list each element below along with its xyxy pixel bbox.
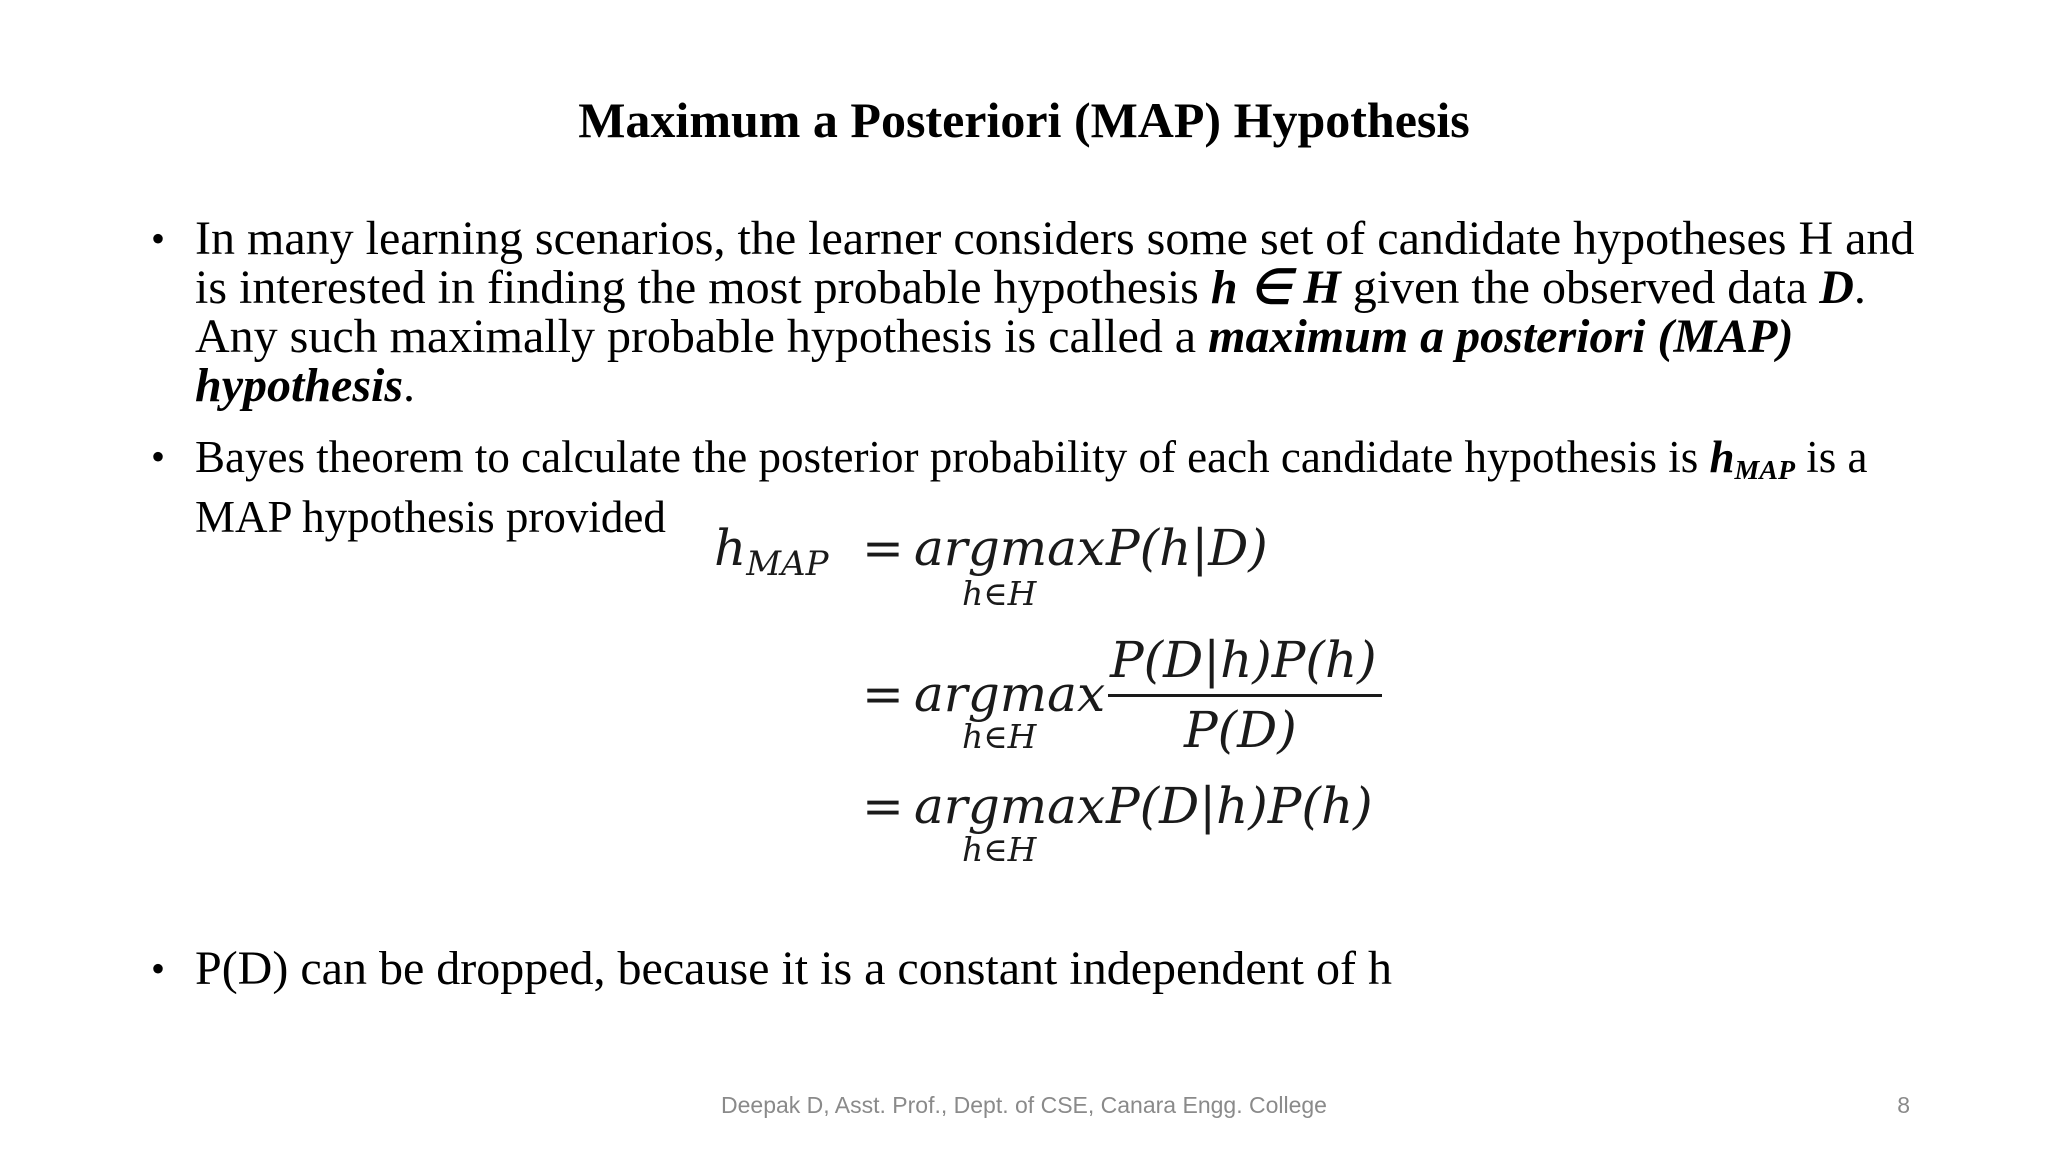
eq-fraction-bar <box>1108 694 1382 697</box>
bullet-1-text-b: given the observed data <box>1340 261 1820 314</box>
footer-text: Deepak D, Asst. Prof., Dept. of CSE, Canara Engg. College <box>721 1092 1327 1118</box>
bullet-dot: • <box>151 946 166 991</box>
eq-line2-numerator: P(D|h)P(h) <box>1110 631 1377 689</box>
eq-line1-equals: = <box>862 519 904 577</box>
bullet-1-text-a: In many learning scenarios, the learner considers some set of candidate hypotheses H and is interested in finding the most probable hypothesis <box>195 212 1915 314</box>
bullet-1-emph-h-in-H: h ∈ H <box>1210 261 1341 314</box>
eq-line2-equals: = <box>862 665 904 723</box>
bullet-2-text-a: Bayes theorem to calculate the posterior probability of each candidate hypothesis is <box>195 432 1710 482</box>
eq-line1-argmax: argmax <box>914 519 1106 577</box>
bullet-dot: • <box>151 216 166 261</box>
bullet-3-text: P(D) can be dropped, because it is a constant independent of h <box>195 942 1392 995</box>
bullet-1 <box>151 212 1915 412</box>
bullet-3 <box>151 942 1915 995</box>
eq-line3-under: h∈H <box>962 830 1037 869</box>
eq-line2-under: h∈H <box>962 717 1037 756</box>
bullet-2-emph-sub: MAP <box>1734 454 1795 486</box>
page-number: 8 <box>1897 1092 1910 1118</box>
eq-line1-under: h∈H <box>962 574 1037 613</box>
eq-line1-rhs: P(h|D) <box>1106 519 1268 577</box>
eq-line3-rhs: P(D|h)P(h) <box>1106 777 1373 835</box>
bullet-1-emph-D: D <box>1819 261 1854 314</box>
eq-lhs-h: h <box>714 519 747 577</box>
bullet-1-text-c: . Any such maximally probable hypothesis is called a <box>195 261 1866 363</box>
eq-line3-equals: = <box>862 777 904 835</box>
eq-lhs-sub: MAP <box>746 544 829 584</box>
eq-line1-lhs <box>714 518 828 594</box>
bullet-1-emph-map: maximum a posteriori (MAP) hypothesis <box>195 310 1794 412</box>
slide-title: Maximum a Posteriori (MAP) Hypothesis <box>578 92 1470 148</box>
eq-line2-denominator: P(D) <box>1184 701 1297 759</box>
bullet-2-emph-h: h <box>1709 432 1735 482</box>
eq-line2-argmax: argmax <box>914 665 1106 723</box>
bullet-2-text-b: is a MAP hypothesis provided <box>195 432 1868 542</box>
bullet-dot: • <box>151 434 166 479</box>
eq-line3-argmax: argmax <box>914 777 1106 835</box>
bullet-1-text-d: . <box>403 359 416 412</box>
